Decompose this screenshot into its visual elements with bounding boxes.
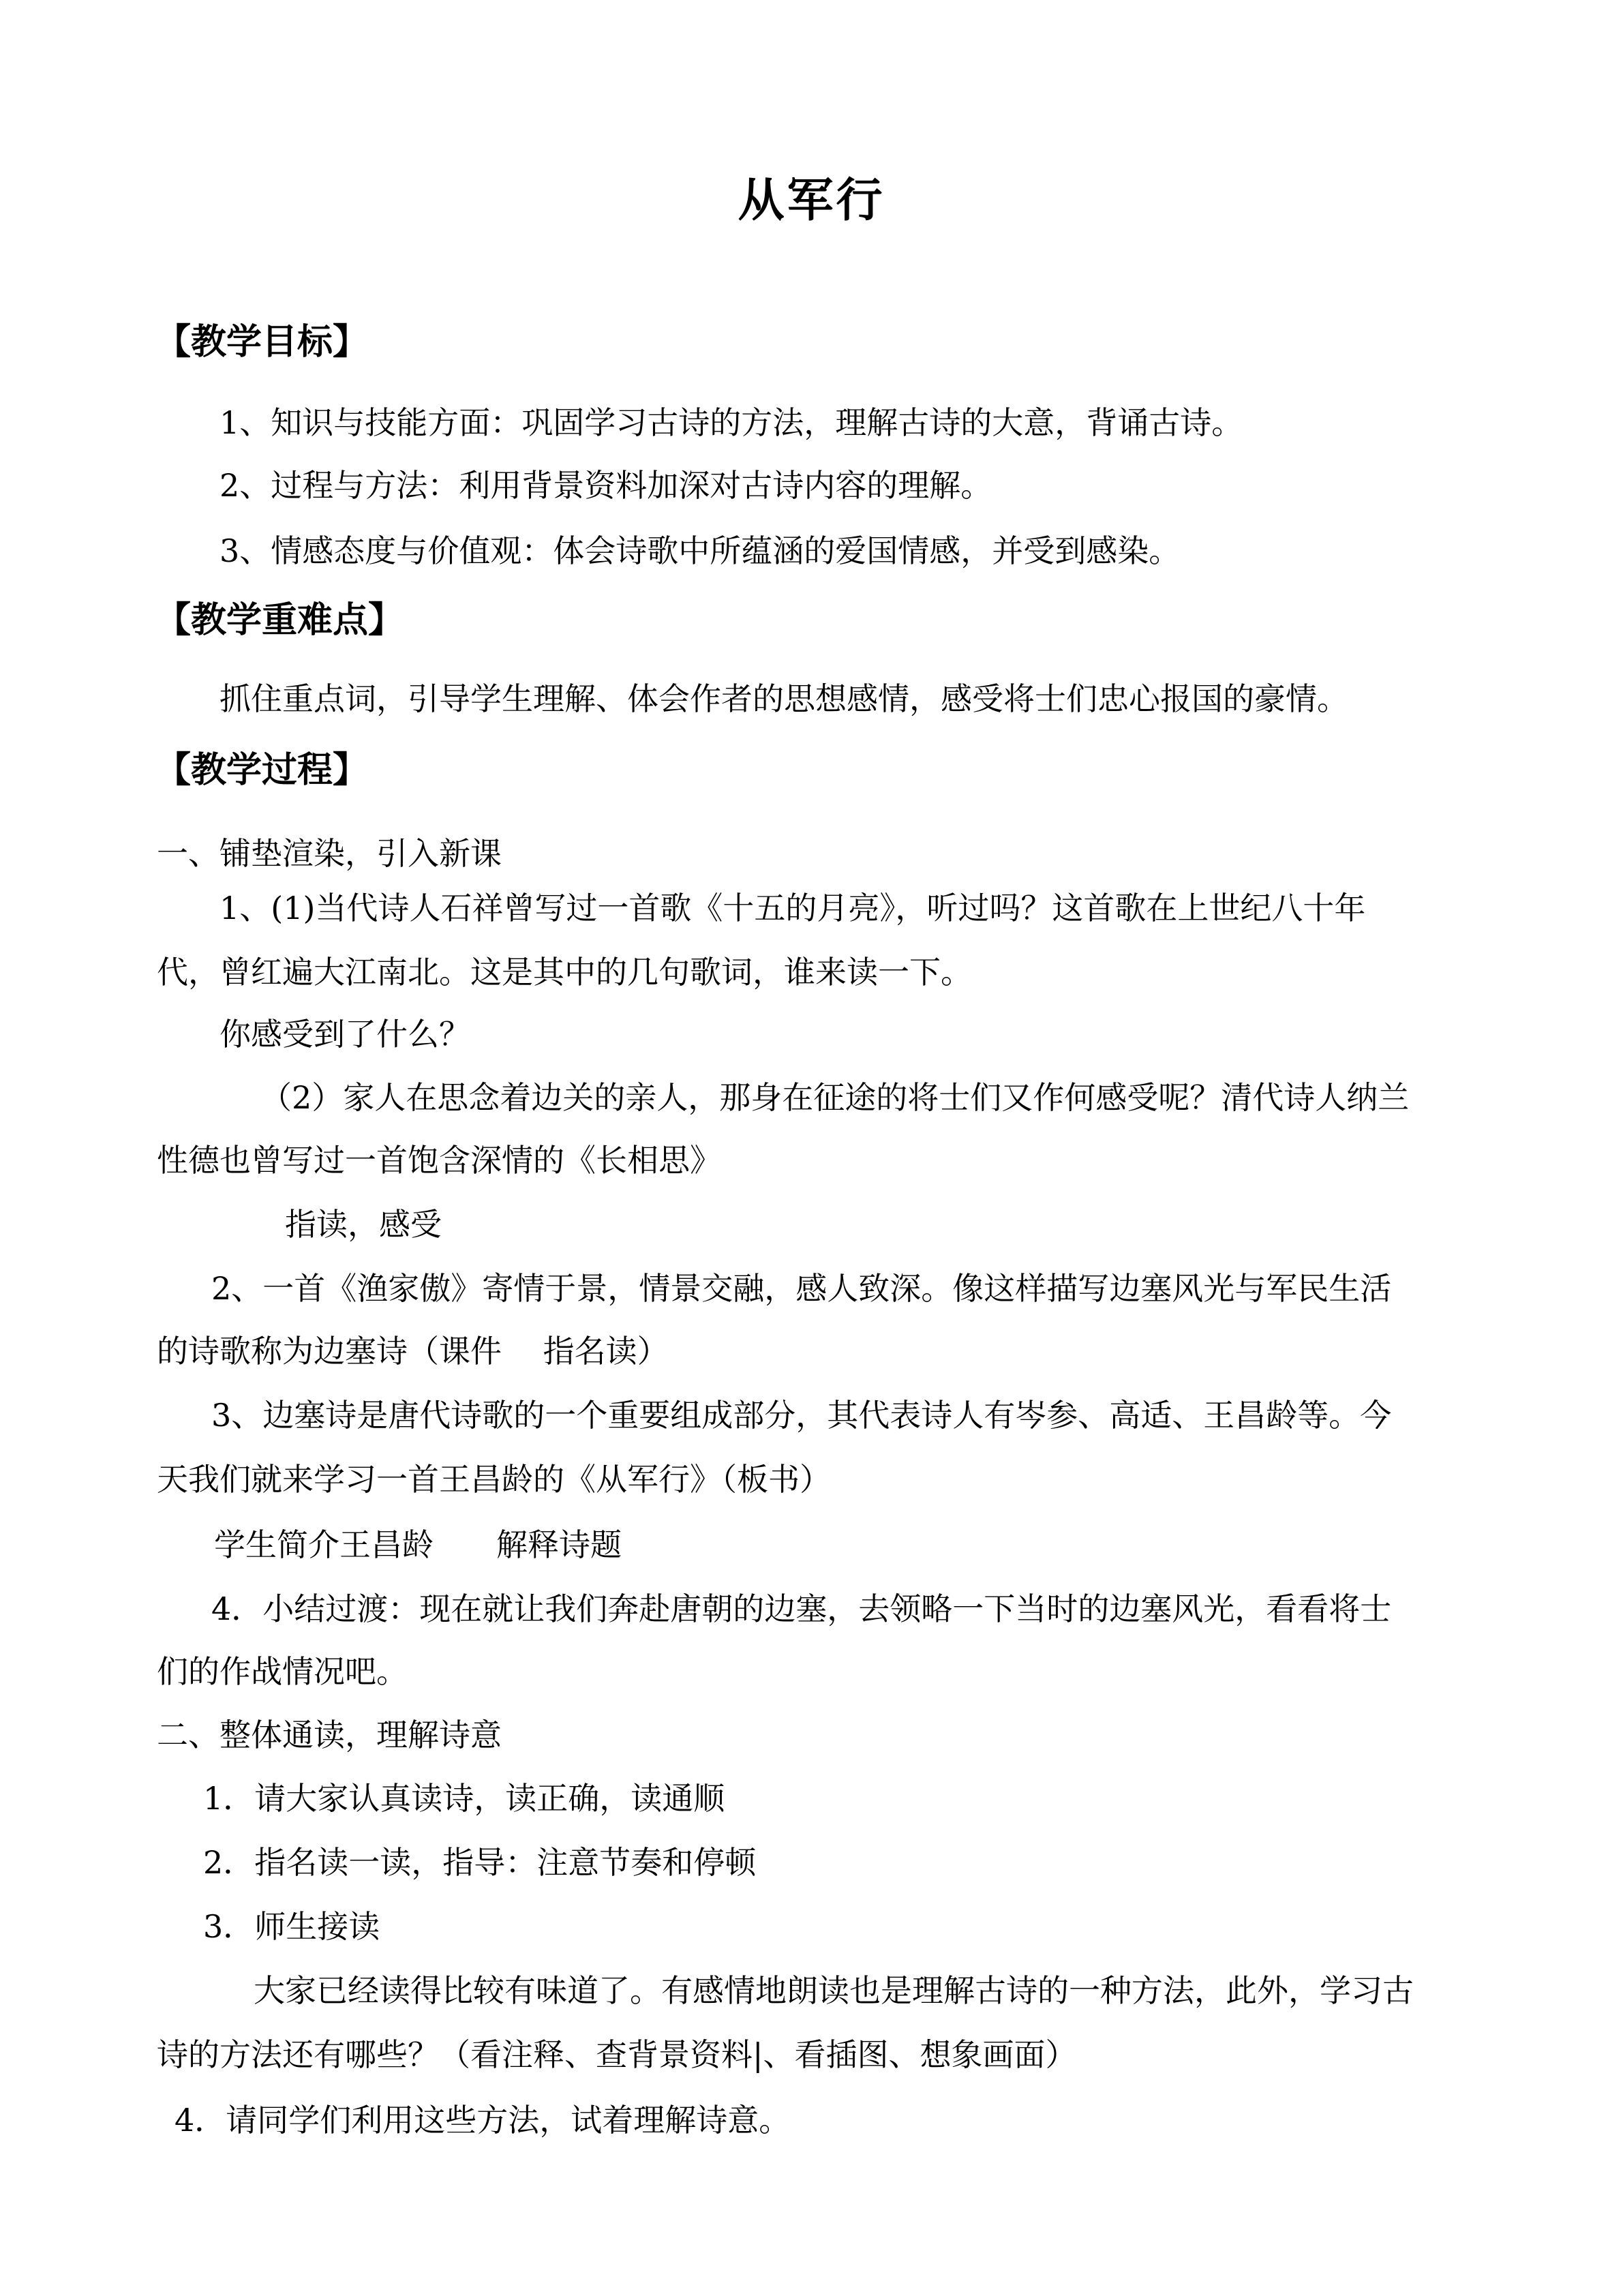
process-line: 4．请同学们利用这些方法，试着理解诗意。	[175, 2102, 791, 2139]
process-line: 1、(1)当代诗人石祥曾写过一首歌《十五的月亮》，听过吗？这首歌在上世纪八十年	[219, 890, 1366, 926]
process-line: 二、整体通读，理解诗意	[157, 1717, 502, 1753]
goal-item: 1、知识与技能方面：巩固学习古诗的方法，理解古诗的大意，背诵古诗。	[219, 404, 1243, 441]
page-title: 从军行	[738, 174, 885, 228]
process-line: 一、铺垫渲染，引入新课	[157, 835, 502, 872]
process-line: 大家已经读得比较有味道了。有感情地朗读也是理解古诗的一种方法，此外，学习古	[254, 1972, 1414, 2009]
process-line: 1．请大家认真读诗，读正确，读通顺	[203, 1780, 725, 1817]
goal-item: 3、情感态度与价值观：体会诗歌中所蕴涵的爱国情感，并受到感染。	[219, 532, 1181, 569]
process-line: 学生简介王昌龄 解释诗题	[214, 1526, 622, 1563]
process-line: 3、边塞诗是唐代诗歌的一个重要组成部分，其代表诗人有岑参、高适、王昌龄等。今	[211, 1397, 1392, 1434]
process-line: 3．师生接读	[203, 1908, 380, 1945]
process-line: 性德也曾写过一首饱含深情的《长相思》	[157, 1142, 721, 1179]
section-heading-key-points: 【教学重难点】	[155, 600, 404, 641]
process-line: 天我们就来学习一首王昌龄的《从军行》（板书）	[157, 1461, 831, 1498]
process-line: 诗的方法还有哪些？（看注释、查背景资料|、看插图、想象画面）	[157, 2036, 1077, 2073]
key-points-text: 抓住重点词，引导学生理解、体会作者的思想感情，感受将士们忠心报国的豪情。	[219, 680, 1348, 717]
process-line: 们的作战情况吧。	[157, 1653, 408, 1690]
goal-item: 2、过程与方法：利用背景资料加深对古诗内容的理解。	[219, 467, 992, 504]
process-line: 的诗歌称为边塞诗（课件 指名读）	[157, 1333, 669, 1370]
section-heading-goals: 【教学目标】	[155, 322, 369, 363]
process-line: 代，曾红遍大江南北。这是其中的几句歌词，谁来读一下。	[157, 954, 972, 991]
process-line: 4．小结过渡：现在就让我们奔赴唐朝的边塞，去领略一下当时的边塞风光，看看将士	[211, 1590, 1392, 1627]
process-line: 你感受到了什么？	[219, 1016, 470, 1053]
section-heading-process: 【教学过程】	[155, 750, 369, 791]
process-line: （2）家人在思念着边关的亲人，那身在征途的将士们又作何感受呢？清代诗人纳兰	[260, 1079, 1410, 1116]
process-line: 2、一首《渔家傲》寄情于景，情景交融，感人致深。像这样描写边塞风光与军民生活	[211, 1270, 1392, 1307]
process-line: 2．指名读一读，指导：注意节奏和停顿	[203, 1844, 757, 1881]
process-line: 指读，感受	[285, 1206, 442, 1243]
